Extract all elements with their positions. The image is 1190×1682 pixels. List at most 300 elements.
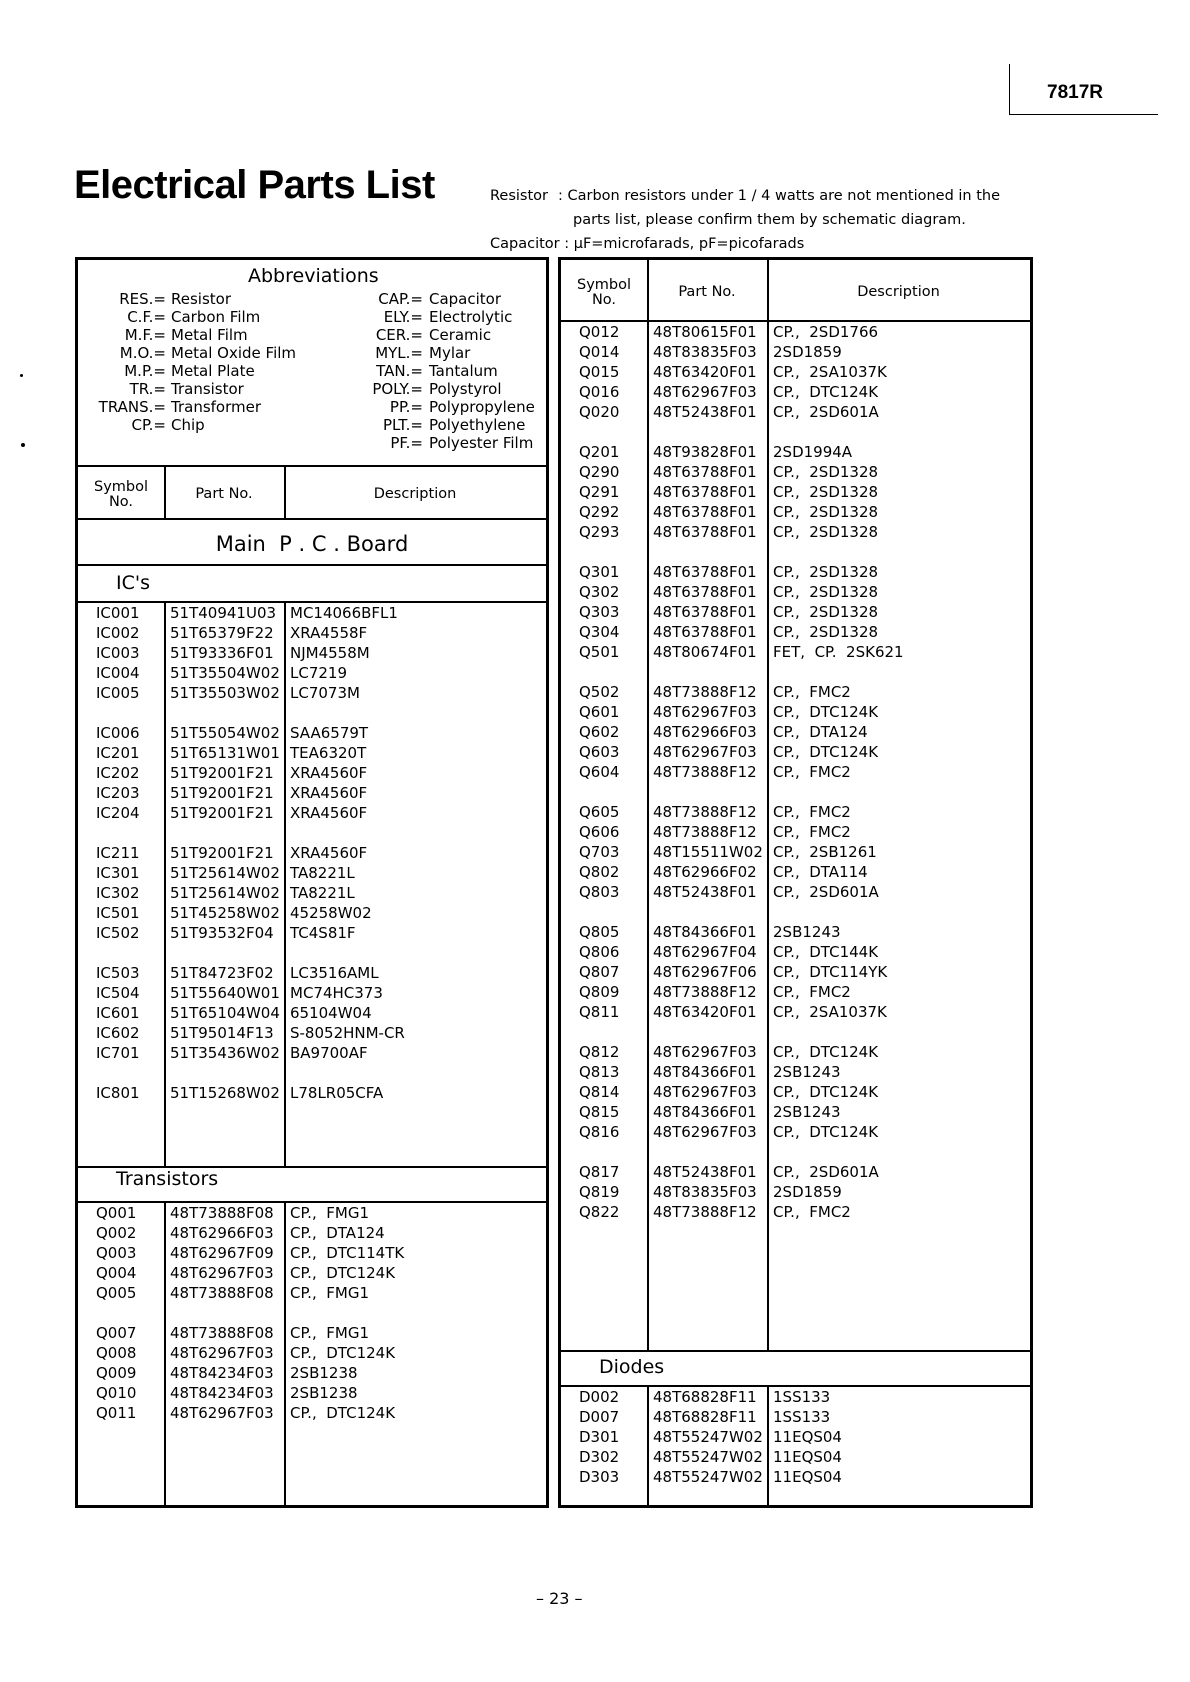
part-no: 48T83835F03 [653, 1183, 757, 1201]
right-parts-table [558, 257, 1033, 1508]
symbol-no: Q502 [579, 683, 620, 701]
abbreviation-code: TR.= [129, 380, 166, 398]
symbol-no: IC211 [96, 844, 140, 862]
description: CP., 2SD1328 [773, 563, 879, 581]
symbol-no: Q005 [96, 1284, 137, 1302]
diodes-section-title: Diodes [599, 1356, 665, 1378]
symbol-no: Q001 [96, 1204, 137, 1222]
symbol-no: Q291 [579, 483, 620, 501]
description: MC14066BFL1 [290, 604, 398, 622]
ics-section-title: IC's [116, 572, 150, 594]
symbol-no: Q806 [579, 943, 620, 961]
symbol-no: Q813 [579, 1063, 620, 1081]
symbol-no: Q807 [579, 963, 620, 981]
symbol-no: Q817 [579, 1163, 620, 1181]
symbol-no: Q605 [579, 803, 620, 821]
description: CP., 2SD601A [773, 403, 879, 421]
abbreviation-meaning: Polypropylene [429, 398, 535, 416]
symbol-no: IC601 [96, 1004, 140, 1022]
symbol-no: IC501 [96, 904, 140, 922]
symbol-no: Q292 [579, 503, 620, 521]
part-no: 48T62967F04 [653, 943, 757, 961]
description: LC7219 [290, 664, 348, 682]
abbreviation-meaning: Carbon Film [171, 308, 261, 326]
description: NJM4558M [290, 644, 370, 662]
part-no: 48T73888F08 [170, 1284, 274, 1302]
abbreviation-code: PP.= [389, 398, 423, 416]
description-header: Description [373, 486, 457, 502]
symbol-no: Q010 [96, 1384, 137, 1402]
abbreviation-meaning: Capacitor [429, 290, 502, 308]
symbol-no: IC004 [96, 664, 140, 682]
part-no: 51T35436W02 [170, 1044, 280, 1062]
symbol-no: Q805 [579, 923, 620, 941]
part-no: 48T84234F03 [170, 1384, 274, 1402]
description: CP., 2SD601A [773, 883, 879, 901]
divider [561, 1350, 1030, 1352]
left-parts-table [75, 257, 549, 1508]
symbol-no: Q803 [579, 883, 620, 901]
description: 1SS133 [773, 1408, 831, 1426]
symbol-no: D002 [579, 1388, 620, 1406]
symbol-no: IC002 [96, 624, 140, 642]
description: CP., FMG1 [290, 1204, 369, 1222]
part-no: 48T63420F01 [653, 363, 757, 381]
symbol-no: Q012 [579, 323, 620, 341]
symbol-no: Q290 [579, 463, 620, 481]
description: CP., 2SD601A [773, 1163, 879, 1181]
part-no: 48T73888F12 [653, 683, 757, 701]
abbreviation-row [308, 434, 548, 452]
description: CP., FMG1 [290, 1284, 369, 1302]
symbol-no: Q008 [96, 1344, 137, 1362]
abbreviation-meaning: Chip [171, 416, 205, 434]
symbol-no: Q302 [579, 583, 620, 601]
description: CP., FMC2 [773, 683, 851, 701]
part-no: 48T73888F12 [653, 1203, 757, 1221]
part-no: 51T95014F13 [170, 1024, 274, 1042]
part-no: 48T62966F03 [653, 723, 757, 741]
part-no: 48T84234F03 [170, 1364, 274, 1382]
description: SAA6579T [290, 724, 369, 742]
description: XRA4558F [290, 624, 368, 642]
abbreviation-row [308, 380, 548, 398]
part-no: 48T55247W02 [653, 1468, 763, 1486]
symbol-no: IC005 [96, 684, 140, 702]
abbreviation-code: ELY.= [383, 308, 423, 326]
abbreviation-row [308, 290, 548, 308]
symbol-no: IC204 [96, 804, 140, 822]
abbreviation-meaning: Metal Film [171, 326, 248, 344]
description: CP., DTC114YK [773, 963, 888, 981]
description: CP., 2SD1328 [773, 583, 879, 601]
symbol-no: Q816 [579, 1123, 620, 1141]
part-no: 48T62966F03 [170, 1224, 274, 1242]
symbol-no: Q004 [96, 1264, 137, 1282]
description: XRA4560F [290, 764, 368, 782]
symbol-no: IC003 [96, 644, 140, 662]
abbreviation-code: M.O.= [119, 344, 166, 362]
part-no: 48T63420F01 [653, 1003, 757, 1021]
part-no: 51T45258W02 [170, 904, 280, 922]
abbreviation-meaning: Polyethylene [429, 416, 526, 434]
description: XRA4560F [290, 784, 368, 802]
page-title: Electrical Parts List [74, 163, 435, 207]
symbol-no: IC006 [96, 724, 140, 742]
abbreviation-row [308, 416, 548, 434]
description: CP., FMC2 [773, 823, 851, 841]
part-no: 48T62967F09 [170, 1244, 274, 1262]
model-number: 7817R [1047, 82, 1103, 103]
description: 2SD1859 [773, 343, 842, 361]
symbol-no: Q501 [579, 643, 620, 661]
symbol-no: Q304 [579, 623, 620, 641]
symbol-no: IC301 [96, 864, 140, 882]
part-no: 48T73888F12 [653, 803, 757, 821]
description: 11EQS04 [773, 1448, 842, 1466]
symbol-no: IC202 [96, 764, 140, 782]
part-no: 48T62967F03 [653, 703, 757, 721]
description: CP., DTC114TK [290, 1244, 405, 1262]
part-no: 48T63788F01 [653, 523, 757, 541]
description: L78LR05CFA [290, 1084, 384, 1102]
description: CP., DTA124 [773, 723, 868, 741]
part-no-header: Part No. [678, 284, 736, 300]
abbreviation-row [78, 290, 308, 308]
abbreviation-meaning: Metal Oxide Film [171, 344, 297, 362]
symbol-no: Q822 [579, 1203, 620, 1221]
resistor-note-line-1: : Carbon resistors under 1 / 4 watts are not mentioned in the [558, 188, 1001, 204]
part-no: 48T62967F03 [170, 1344, 274, 1362]
symbol-no: Q003 [96, 1244, 137, 1262]
description: 11EQS04 [773, 1468, 842, 1486]
part-no: 48T63788F01 [653, 483, 757, 501]
symbol-no: Q020 [579, 403, 620, 421]
description: 2SB1238 [290, 1364, 358, 1382]
part-no-header: Part No. [195, 486, 253, 502]
part-no: 48T62967F03 [653, 1083, 757, 1101]
abbreviation-row [78, 380, 308, 398]
part-no: 48T84366F01 [653, 923, 757, 941]
resistor-label: Resistor [490, 188, 548, 204]
part-no: 51T55054W02 [170, 724, 280, 742]
abbreviation-meaning: Tantalum [429, 362, 498, 380]
part-no: 48T55247W02 [653, 1428, 763, 1446]
abbreviation-row [308, 308, 548, 326]
symbol-no: Q293 [579, 523, 620, 541]
divider [78, 518, 546, 520]
abbreviation-row [78, 416, 308, 434]
symbol-no: Q809 [579, 983, 620, 1001]
part-no: 51T40941U03 [170, 604, 277, 622]
abbreviation-row [308, 362, 548, 380]
abbreviation-meaning: Resistor [171, 290, 231, 308]
abbreviation-code: TAN.= [376, 362, 423, 380]
abbreviation-code: C.F.= [127, 308, 166, 326]
part-no: 48T73888F12 [653, 823, 757, 841]
part-no: 48T63788F01 [653, 503, 757, 521]
symbol-no: IC302 [96, 884, 140, 902]
abbreviation-code: CAP.= [378, 290, 423, 308]
symbol-no: Q604 [579, 763, 620, 781]
description: CP., FMC2 [773, 763, 851, 781]
description: CP., DTC124K [290, 1264, 396, 1282]
abbreviation-code: CER.= [375, 326, 423, 344]
part-no: 48T80615F01 [653, 323, 757, 341]
part-no: 48T62967F03 [653, 743, 757, 761]
symbol-no: Q703 [579, 843, 620, 861]
description: LC3516AML [290, 964, 379, 982]
abbreviation-row [308, 398, 548, 416]
description: CP., DTC124K [773, 1083, 879, 1101]
divider [767, 260, 769, 1350]
part-no: 48T63788F01 [653, 623, 757, 641]
divider [78, 564, 546, 566]
part-no: 48T68828F11 [653, 1388, 757, 1406]
description: CP., 2SD1328 [773, 623, 879, 641]
divider [647, 260, 649, 1350]
abbreviation-code: POLY.= [372, 380, 423, 398]
symbol-no: IC001 [96, 604, 140, 622]
description: XRA4560F [290, 804, 368, 822]
part-no: 48T83835F03 [653, 343, 757, 361]
description: 2SB1243 [773, 1103, 841, 1121]
symbol-no: IC203 [96, 784, 140, 802]
symbol-no: Q201 [579, 443, 620, 461]
abbreviation-meaning: Metal Plate [171, 362, 255, 380]
symbol-no: Q606 [579, 823, 620, 841]
part-no: 48T73888F12 [653, 763, 757, 781]
part-no: 51T92001F21 [170, 804, 274, 822]
part-no: 48T63788F01 [653, 463, 757, 481]
part-no: 51T55640W01 [170, 984, 280, 1002]
divider [284, 603, 286, 1166]
symbol-no: IC701 [96, 1044, 140, 1062]
symbol-no: D007 [579, 1408, 620, 1426]
divider [284, 466, 286, 518]
symbol-no: Q603 [579, 743, 620, 761]
symbol-no: Q814 [579, 1083, 620, 1101]
symbol-no: Q811 [579, 1003, 620, 1021]
description: CP., FMC2 [773, 983, 851, 1001]
description: CP., 2SD1328 [773, 463, 879, 481]
symbol-no: IC502 [96, 924, 140, 942]
symbol-no: IC602 [96, 1024, 140, 1042]
description: S-8052HNM-CR [290, 1024, 405, 1042]
part-no: 51T93532F04 [170, 924, 274, 942]
capacitor-note: Capacitor : μF=microfarads, pF=picofarads [490, 236, 805, 252]
description: CP., 2SD1328 [773, 483, 879, 501]
abbreviation-row [78, 362, 308, 380]
part-no: 51T92001F21 [170, 764, 274, 782]
description: MC74HC373 [290, 984, 383, 1002]
scan-speck [21, 443, 25, 447]
abbreviation-meaning: Ceramic [429, 326, 492, 344]
symbol-no: D302 [579, 1448, 620, 1466]
description: CP., 2SD1328 [773, 523, 879, 541]
divider [164, 466, 166, 518]
part-no: 48T93828F01 [653, 443, 757, 461]
description: CP., DTC124K [773, 1123, 879, 1141]
part-no: 51T25614W02 [170, 884, 280, 902]
page-number: – 23 – [536, 1589, 583, 1608]
resistor-note-line-2: parts list, please confirm them by schematic diagram. [573, 212, 966, 228]
divider [164, 1203, 166, 1505]
abbreviation-meaning: Polyester Film [429, 434, 534, 452]
description: 45258W02 [290, 904, 372, 922]
description: CP., 2SD1328 [773, 603, 879, 621]
abbreviation-row [308, 326, 548, 344]
description: XRA4560F [290, 844, 368, 862]
description: CP., DTC124K [773, 383, 879, 401]
symbol-no: Q016 [579, 383, 620, 401]
part-no: 48T62967F03 [170, 1264, 274, 1282]
scan-speck [20, 374, 23, 377]
symbol-no: Q002 [96, 1224, 137, 1242]
description: TA8221L [290, 884, 355, 902]
abbreviation-code: RES.= [119, 290, 166, 308]
symbol-no: Q303 [579, 603, 620, 621]
symbol-no: IC504 [96, 984, 140, 1002]
description: 2SB1238 [290, 1384, 358, 1402]
part-no: 48T55247W02 [653, 1448, 763, 1466]
part-no: 51T35504W02 [170, 664, 280, 682]
description: CP., 2SA1037K [773, 363, 887, 381]
abbreviation-code: PLT.= [382, 416, 423, 434]
description: CP., DTC124K [290, 1404, 396, 1422]
part-no: 48T84366F01 [653, 1063, 757, 1081]
description: CP., 2SB1261 [773, 843, 877, 861]
description: CP., DTA124 [290, 1224, 385, 1242]
part-no: 51T93336F01 [170, 644, 274, 662]
symbol-no: Q802 [579, 863, 620, 881]
part-no: 48T52438F01 [653, 1163, 757, 1181]
description: TEA6320T [290, 744, 367, 762]
symbol-no: D303 [579, 1468, 620, 1486]
board-title: Main P . C . Board [215, 532, 409, 556]
symbol-no: D301 [579, 1428, 620, 1446]
abbreviation-row [308, 344, 548, 362]
description: CP., FMG1 [290, 1324, 369, 1342]
symbol-no: Q815 [579, 1103, 620, 1121]
symbol-no: Q015 [579, 363, 620, 381]
description: CP., FMC2 [773, 1203, 851, 1221]
symbol-no: Q601 [579, 703, 620, 721]
divider [647, 1387, 649, 1505]
abbreviation-row [78, 308, 308, 326]
abbreviation-meaning: Electrolytic [429, 308, 513, 326]
symbol-no: Q812 [579, 1043, 620, 1061]
description: 2SD1994A [773, 443, 853, 461]
description: 65104W04 [290, 1004, 372, 1022]
description: CP., DTC124K [773, 743, 879, 761]
abbreviation-code: MYL.= [375, 344, 423, 362]
part-no: 51T92001F21 [170, 784, 274, 802]
description: CP., DTA114 [773, 863, 868, 881]
description: BA9700AF [290, 1044, 368, 1062]
description: CP., FMC2 [773, 803, 851, 821]
part-no: 48T62967F06 [653, 963, 757, 981]
symbol-no: Q602 [579, 723, 620, 741]
abbreviation-code: PF.= [390, 434, 423, 452]
description: LC7073M [290, 684, 360, 702]
symbol-no: IC503 [96, 964, 140, 982]
part-no: 48T73888F12 [653, 983, 757, 1001]
symbol-no: Q819 [579, 1183, 620, 1201]
part-no: 48T62967F03 [170, 1404, 274, 1422]
symbol-no: IC201 [96, 744, 140, 762]
part-no: 51T35503W02 [170, 684, 280, 702]
part-no: 48T63788F01 [653, 563, 757, 581]
abbreviation-row [78, 326, 308, 344]
description: TA8221L [290, 864, 355, 882]
divider [78, 465, 546, 467]
part-no: 48T52438F01 [653, 883, 757, 901]
abbreviation-meaning: Mylar [429, 344, 471, 362]
part-no: 48T73888F08 [170, 1204, 274, 1222]
symbol-no: Q009 [96, 1364, 137, 1382]
description: 2SD1859 [773, 1183, 842, 1201]
part-no: 48T62967F03 [653, 1123, 757, 1141]
description: CP., 2SD1328 [773, 503, 879, 521]
symbol-no: Q301 [579, 563, 620, 581]
abbreviation-meaning: Transformer [171, 398, 262, 416]
abbreviation-row [78, 344, 308, 362]
divider [284, 1203, 286, 1505]
part-no: 51T65379F22 [170, 624, 274, 642]
abbreviation-code: TRANS.= [98, 398, 166, 416]
part-no: 48T68828F11 [653, 1408, 757, 1426]
part-no: 51T65131W01 [170, 744, 280, 762]
abbreviation-code: CP.= [131, 416, 166, 434]
divider [767, 1387, 769, 1505]
description: 2SB1243 [773, 923, 841, 941]
part-no: 48T62967F03 [653, 1043, 757, 1061]
part-no: 51T92001F21 [170, 844, 274, 862]
abbreviation-code: M.P.= [124, 362, 166, 380]
abbreviation-meaning: Transistor [171, 380, 244, 398]
part-no: 51T65104W04 [170, 1004, 280, 1022]
abbreviation-meaning: Polystyrol [429, 380, 502, 398]
part-no: 48T84366F01 [653, 1103, 757, 1121]
symbol-header: Symbol No. [576, 277, 631, 308]
description: 2SB1243 [773, 1063, 841, 1081]
symbol-no: Q011 [96, 1404, 137, 1422]
description-header: Description [857, 284, 940, 300]
description: CP., 2SA1037K [773, 1003, 887, 1021]
part-no: 48T62967F03 [653, 383, 757, 401]
description: CP., DTC124K [773, 703, 879, 721]
part-no: 51T25614W02 [170, 864, 280, 882]
description: CP., DTC144K [773, 943, 879, 961]
part-no: 48T62966F02 [653, 863, 757, 881]
symbol-no: IC801 [96, 1084, 140, 1102]
description: TC4S81F [290, 924, 356, 942]
part-no: 48T80674F01 [653, 643, 757, 661]
symbol-no: Q007 [96, 1324, 137, 1342]
part-no: 48T63788F01 [653, 603, 757, 621]
description: CP., DTC124K [773, 1043, 879, 1061]
description: 1SS133 [773, 1388, 831, 1406]
part-no: 51T15268W02 [170, 1084, 280, 1102]
part-no: 48T15511W02 [653, 843, 763, 861]
part-no: 48T63788F01 [653, 583, 757, 601]
description: CP., 2SD1766 [773, 323, 879, 341]
description: FET, CP. 2SK621 [773, 643, 904, 661]
part-no: 48T52438F01 [653, 403, 757, 421]
part-no: 51T84723F02 [170, 964, 274, 982]
transistors-section-title: Transistors [116, 1168, 219, 1190]
